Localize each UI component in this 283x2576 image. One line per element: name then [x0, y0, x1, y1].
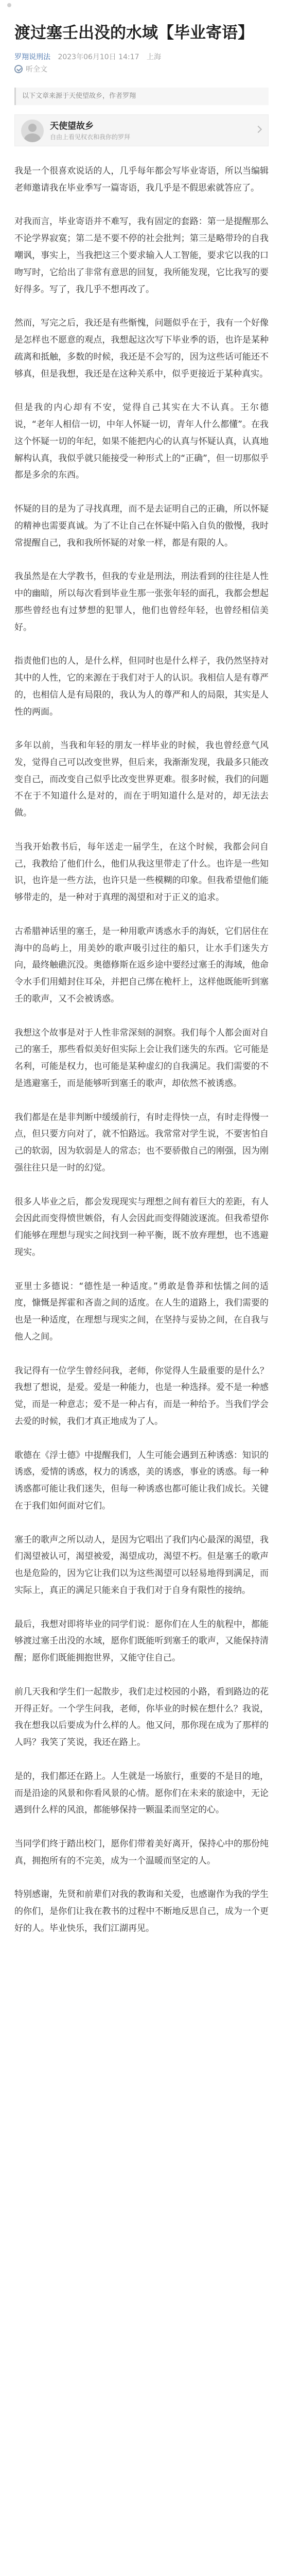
camera-dot-icon [7, 3, 11, 7]
paragraph: 我想这个故事是对于人性非常深刻的洞察。我们每个人都会面对自己的塞壬，那些看似美好但实际上会让我们迷失的东西。它可能是名利，可能是权力，也可能是某种虚幻的自我满足。我们需要的不是逃避塞壬，而是能够听到塞壬的歌声，却依然不被诱惑。 [14, 1027, 269, 1089]
paragraph: 歌德在《浮士德》中提醒我们，人生可能会遇到五种诱惑：知识的诱惑，爱情的诱惑，权力的诱惑，美的诱惑，事业的诱惑。每一种诱惑都可能让我们迷失，但每一种诱惑也都可能让我们成长。关键在于我们如何面对它们。 [14, 1450, 269, 1511]
paragraph: 我是一个很喜欢说话的人，几乎每年都会写毕业寄语，所以当编辑老师邀请我在毕业季写一篇寄语，我几乎是不假思索就答应了。 [14, 166, 269, 193]
account-card[interactable] [14, 114, 269, 146]
paragraph: 塞壬的歌声之所以动人，是因为它唱出了我们内心最深的渴望，我们渴望被认可，渴望被爱，渴望成功，渴望不朽。但是塞壬的歌声也是危险的，因为它让我们以为这些渴望可以轻易地得到满足，而实际上，真正的满足只能来自于我们对于自身有限性的接纳。 [14, 1534, 269, 1596]
article-meta [14, 52, 269, 63]
paragraph: 我们都是在是非判断中缓缓前行，有时走得快一点，有时走得慢一点，但只要方向对了，就不怕路远。我常常对学生说，不要害怕自己的软弱，因为软弱是人的常态；也不要骄傲自己的刚强，因为刚强往往只是一时的幻觉。 [14, 1112, 269, 1174]
author-link[interactable]: 罗翔说刑法 [14, 53, 50, 61]
headphone-icon [14, 65, 23, 73]
account-avatar [21, 120, 44, 142]
paragraph: 古希腊神话里的塞壬，是一种用歌声诱惑水手的海妖，它们居住在海中的岛屿上，用美妙的歌声吸引过往的船只，让水手们迷失方向，最终触礁沉没。奥德修斯在返乡途中要经过塞壬的海域，他命令水手们用蜡封住耳朵，并把自己绑在桅杆上，这样他既能听到塞壬的歌声，又不会被诱惑。 [14, 926, 269, 1005]
paragraph: 我记得有一位学生曾经问我，老师，你觉得人生最重要的是什么？我想了想说，是爱。爱是一种能力，也是一种选择。爱不是一种感觉，而是一种意志；爱不是一种占有，而是一种给予。当我们学会去爱的时候，我们才真正地成为了人。 [14, 1365, 269, 1427]
paragraph: 当我开始教书后，每年送走一届学生，在这个时候，我都会问自己，我教给了他们什么，他们从我这里带走了什么。也许是一些知识，也许是一些方法，也许只是一些模糊的印象。但我希望他们能够带走的，是一种对于真理的渴望和对于正义的追求。 [14, 841, 269, 903]
paragraph: 多年以前，当我和年轻的朋友一样毕业的时候，我也曾经意气风发，觉得自己可以改变世界，但后来，我渐渐发现，我最多只能改变自己，而改变自己似乎比改变世界更难。很多时候，我们的问题不在于不知道什么是对的，而在于明知道什么是对的，却无法去做。 [14, 740, 269, 819]
publish-date: 2023年06月10日 14:17 [58, 53, 139, 61]
paragraph: 怀疑的目的是为了寻找真理，而不是去证明自己的正确，所以怀疑的精神也需要真诚。为了不让自己在怀疑中陷入自负的傲慢，我时常提醒自己，我和我所怀疑的对象一样，都是有限的人。 [14, 503, 269, 548]
article-body [14, 163, 269, 1954]
paragraph: 然而，写完之后，我还是有些惭愧，问题似乎在于，我有一个好像是怎样也不愿意的观点，我想起这次写下毕业季的语，也许是某种疏离和抵触，多数的时候，我还是不会写的，因为这些话可能还不够真，但是我想，我还是在这种关系中，似乎更接近于某种真实。 [14, 318, 269, 379]
paragraph: 但是我的内心却有不安，觉得自己其实在大不认真。王尔德说，“老年人相信一切，中年人怀疑一切，青年人什么都懂”。在我这个怀疑一切的年纪，如果不能把内心的认真与怀疑认真，认真地解构认真，我似乎就只能接受一种形式上的“正确”，但一切那似乎都是多余的东西。 [14, 402, 269, 481]
listen-button[interactable] [14, 64, 47, 75]
paragraph: 特别感谢，先贤和前辈们对我的教诲和关爱，也感谢作为我的学生的你们，是你们让我在教书的过程中不断地反思自己，成为一个更好的人。毕业快乐，我们江湖再见。 [14, 1889, 269, 1934]
account-name: 天使望故乡 [50, 121, 94, 131]
listen-label: 听全文 [26, 65, 47, 74]
article-title: 渡过塞壬出没的水域【毕业寄语】 [14, 24, 254, 42]
paragraph: 我虽然是在大学教书，但我的专业是刑法，刑法看到的往往是人性中的幽暗，所以每次看到毕业生那一张张年轻的面孔，我都会想起那些曾经也有过梦想的犯罪人，他们也曾经年轻，也曾经相信美好。 [14, 571, 269, 633]
paragraph: 指责他们也的人，是什么样，但同时也是什么样子，我仍然坚持对其中的人性，它的来源在于我们对于人的认识。我相信人是有尊严的，也相信人是有局限的，我认为人的尊严和人的局限，其实是人性的两面。 [14, 656, 269, 717]
paragraph: 前几天我和学生们一起散步，我们走过校园的小路，看到路边的花开得正好。一个学生问我，老师，你毕业的时候在想什么？我说，我在想我以后要成为什么样的人。他又问，那你现在成为了那样的人吗？我笑了笑说，我还在路上。 [14, 1686, 269, 1748]
paragraph: 最后，我想对即将毕业的同学们说：愿你们在人生的航程中，都能够渡过塞壬出没的水域，愿你们既能听到塞壬的歌声，又能保持清醒；愿你们既能拥抱世界，又能守住自己。 [14, 1619, 269, 1664]
chevron-right-icon [255, 126, 262, 133]
paragraph: 很多人毕业之后，都会发现现实与理想之间有着巨大的差距，有人会因此而变得愤世嫉俗，有人会因此而变得随波逐流。但我希望你们能够在理想与现实之间找到一种平衡，既不放弃理想，也不逃避现实。 [14, 1196, 269, 1258]
status-bar [0, 0, 283, 10]
paragraph: 是的，我们都还在路上。人生就是一场旅行，重要的不是目的地，而是沿途的风景和你看风景的心情。愿你们在未来的旅途中，无论遇到什么样的风浪，都能够保持一颗温柔而坚定的心。 [14, 1771, 269, 1816]
paragraph: 亚里士多德说：“德性是一种适度。”勇敢是鲁莽和怯懦之间的适度，慷慨是挥霍和吝啬之间的适度。在人生的道路上，我们需要的也是一种适度，在理想与现实之间，在坚持与妥协之间，在自我与他人之间。 [14, 1281, 269, 1342]
source-quote: 以下文章来源于天使望故乡，作者罗翔 [14, 88, 269, 105]
account-desc: 自由上看见权衣和我你的罗拜 [50, 133, 131, 141]
paragraph: 对我而言，毕业寄语并不难写，我有固定的套路：第一是提醒那么不论学界寂寞；第二是不要不停的社会批判；第三是略带玲的自我嘲讽，事实上，当我把这三个要求输入人工智能，要求它以我的口吻写时，它给出了非常有意思的回复，我所能发现，它比我写的要好得多。写了，我几乎不想再改了。 [14, 216, 269, 295]
paragraph: 当同学们终于踏出校门，愿你们带着美好离开，保持心中的那份纯真，拥抱所有的不完美，成为一个温暖而坚定的人。 [14, 1838, 269, 1866]
publish-location: 上海 [146, 53, 161, 61]
